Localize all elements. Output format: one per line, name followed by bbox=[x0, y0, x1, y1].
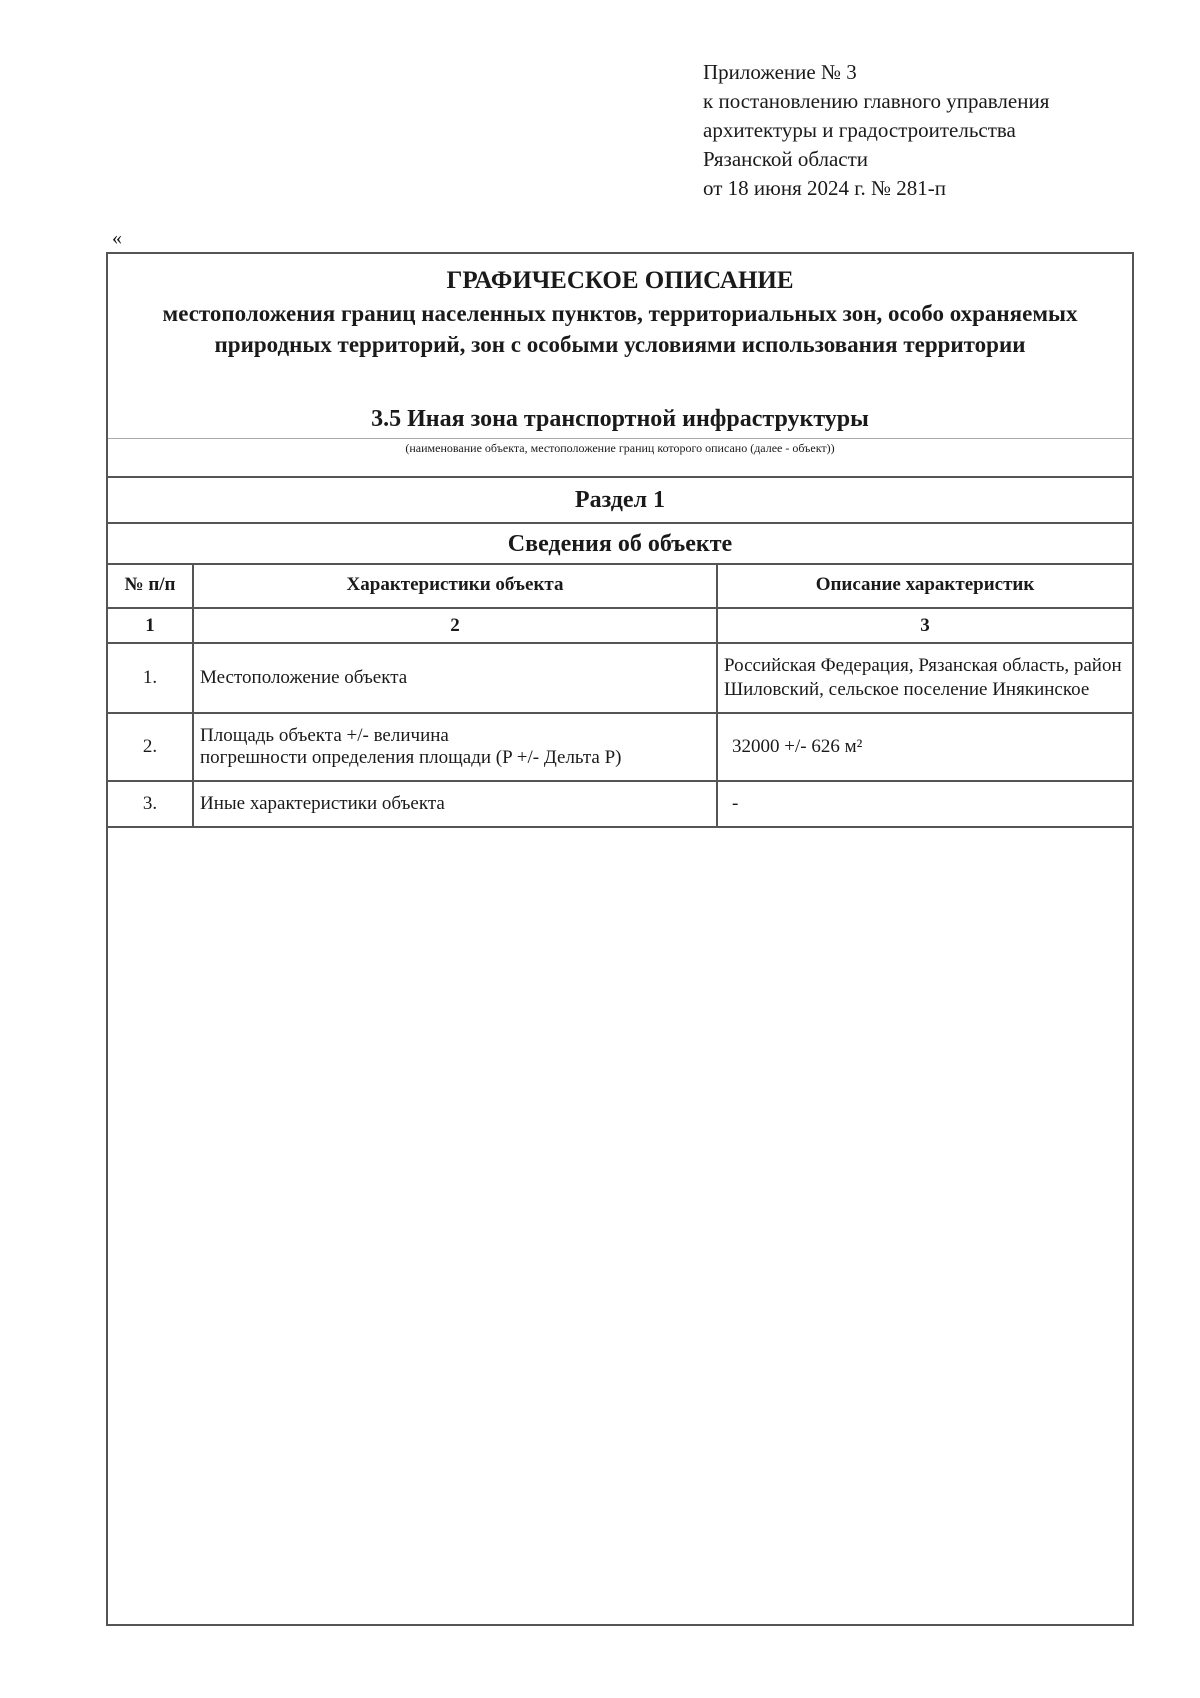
header-description: Описание характеристик bbox=[717, 563, 1132, 608]
appendix-header bbox=[703, 58, 1049, 203]
header-num: № п/п bbox=[108, 563, 193, 608]
appendix-line-5: от 18 июня 2024 г. № 281-п bbox=[703, 176, 946, 200]
appendix-line-4: Рязанской области bbox=[703, 147, 869, 171]
row-num: 1. bbox=[108, 643, 193, 713]
row-characteristic-line1: Площадь объекта +/- величина bbox=[200, 725, 449, 746]
appendix-line-1: Приложение № 3 bbox=[703, 60, 857, 84]
section-label: Раздел 1 bbox=[574, 487, 666, 513]
row-characteristic-line2: погрешности определения площади (P +/- Дельта P) bbox=[200, 747, 622, 768]
object-name: 3.5 Иная зона транспортной инфраструктуры bbox=[371, 406, 869, 432]
row-description bbox=[717, 643, 1132, 713]
table-row bbox=[108, 713, 1132, 781]
header-characteristic: Характеристики объекта bbox=[193, 563, 717, 608]
appendix-line-3: архитектуры и градостроительства bbox=[703, 118, 1016, 142]
row-description-text: Российская Федерация, Рязанская область, район Шиловский, сельское поселение Инякинское bbox=[724, 655, 1122, 700]
table-colnumber-row bbox=[108, 608, 1132, 643]
opening-quote-mark: « bbox=[112, 227, 122, 249]
row-num: 2. bbox=[108, 713, 193, 781]
table-header-row bbox=[108, 563, 1132, 608]
table-row bbox=[108, 643, 1132, 713]
document-title: ГРАФИЧЕСКОЕ ОПИСАНИЕ bbox=[446, 267, 794, 294]
row-description: - bbox=[717, 781, 1132, 827]
object-info-table bbox=[108, 563, 1132, 828]
document-subtitle: местоположения границ населенных пунктов, территориальных зон, особо охраняемых природных территорий, зон с особыми условиями использования территории bbox=[162, 301, 1078, 357]
col-number-1: 1 bbox=[108, 608, 193, 643]
object-name-underline bbox=[108, 438, 1132, 439]
document-frame bbox=[106, 252, 1134, 1626]
appendix-line-2: к постановлению главного управления bbox=[703, 89, 1050, 113]
row-characteristic bbox=[193, 713, 717, 781]
row-characteristic: Местоположение объекта bbox=[193, 643, 717, 713]
object-name-note: (наименование объекта, местоположение границ которого описано (далее - объект)) bbox=[405, 441, 835, 455]
section-heading: Сведения об объекте bbox=[507, 531, 733, 557]
row-characteristic: Иные характеристики объекта bbox=[193, 781, 717, 827]
col-number-3: 3 bbox=[717, 608, 1132, 643]
row-num: 3. bbox=[108, 781, 193, 827]
table-row bbox=[108, 781, 1132, 827]
row-description: 32000 +/- 626 м² bbox=[717, 713, 1132, 781]
col-number-2: 2 bbox=[193, 608, 717, 643]
